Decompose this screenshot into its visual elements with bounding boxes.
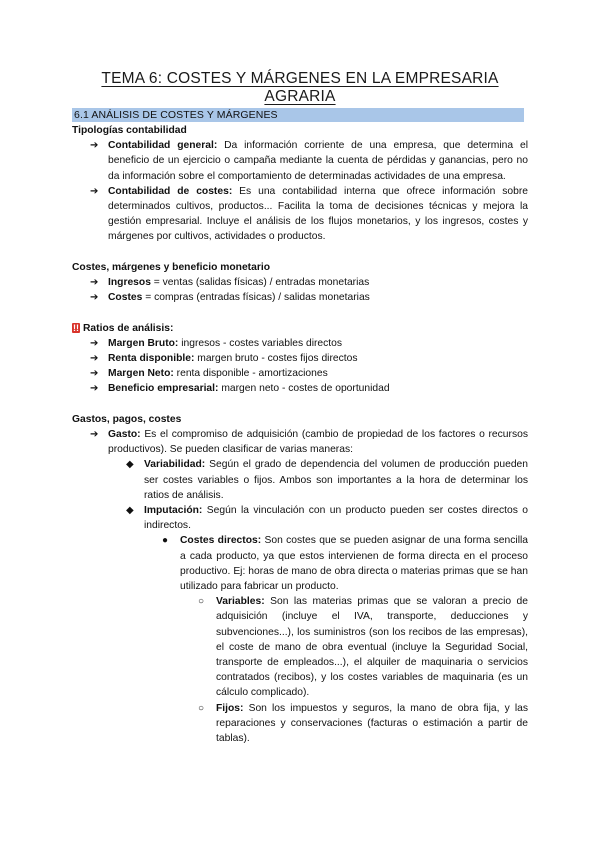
term-label: Variabilidad: — [144, 459, 206, 471]
list-item — [72, 533, 528, 594]
item-text: margen bruto - costes fijos directos — [194, 353, 358, 365]
term-label: Margen Bruto: — [108, 337, 179, 349]
list-item — [72, 366, 528, 381]
arrow-icon: ➔ — [90, 292, 99, 304]
dot-icon: ● — [162, 535, 169, 547]
item-text: = ventas (salidas físicas) / entradas monetarias — [150, 277, 370, 289]
diamond-icon: ◆ — [126, 459, 134, 471]
term-label: Contabilidad de costes: — [108, 185, 233, 197]
arrow-icon: ➔ — [90, 185, 99, 197]
item-text: Según la vinculación con un producto pueden ser costes directos o indirectos. — [144, 505, 528, 532]
term-label: Gasto: — [108, 429, 141, 441]
item-text: Son los impuestos y seguros, la mano de obra fija, y las reparaciones y conservaciones (facturas o estimación a partir de tablas). — [216, 702, 528, 745]
heading-tipologias: Tipologías contabilidad — [72, 125, 187, 136]
list-item — [72, 184, 528, 245]
list-item — [72, 503, 528, 533]
arrow-icon: ➔ — [90, 337, 99, 349]
heading-gastos: Gastos, pagos, costes — [72, 413, 182, 425]
heading-text: Ratios de análisis: — [83, 322, 174, 334]
item-text: Da información corriente de una empresa, que determina el beneficio de un ejercicio o campaña mediante la cuenta de pérdidas y ganancias, pero no da información sobre el comportamiento de determinadas actividades de una empresa. — [108, 140, 528, 182]
term-label: Costes directos: — [180, 535, 262, 547]
list-item — [72, 594, 528, 700]
circle-icon: ○ — [198, 702, 205, 714]
term-label: Contabilidad general: — [108, 140, 218, 152]
item-text: renta disponible - amortizaciones — [173, 368, 328, 380]
list-item — [72, 457, 528, 503]
section-heading: 6.1 ANÁLISIS DE COSTES Y MÁRGENES — [72, 108, 524, 122]
list-item — [72, 381, 528, 396]
term-label: Fijos: — [216, 702, 244, 714]
term-label: Renta disponible: — [108, 353, 195, 365]
item-text: ingresos - costes variables directos — [178, 337, 343, 349]
heading-costes-margenes: Costes, márgenes y beneficio monetario — [72, 261, 270, 273]
term-label: Costes — [108, 292, 143, 304]
item-text: Según el grado de dependencia del volumen de producción pueden ser costes variables o fijos. Ambos son importantes a la hora de determinar los ratios de análisis. — [144, 459, 528, 501]
item-text: Son costes que se pueden asignar de una forma sencilla a cada producto, ya que estos intervienen de forma directa en el proceso productivo. Ej: horas de mano de obra directa o materias primas que se han utilizado para fabricar un producto. — [180, 535, 528, 593]
arrow-icon: ➔ — [90, 429, 99, 441]
diamond-icon: ◆ — [126, 505, 134, 517]
circle-icon: ○ — [198, 596, 205, 608]
term-label: Ingresos — [108, 277, 151, 289]
arrow-icon: ➔ — [90, 277, 99, 289]
item-text: = compras (entradas físicas) / salidas monetarias — [142, 292, 370, 304]
list-item — [72, 701, 528, 747]
list-item — [72, 336, 528, 351]
arrow-icon: ➔ — [90, 353, 99, 365]
page-title: TEMA 6: COSTES Y MÁRGENES EN LA EMPRESARIA AGRARIA — [101, 70, 499, 105]
item-text: Es una contabilidad interna que ofrece información sobre determinados cultivos, productos... Facilita la toma de decisiones técnicas y mejora la gestión empresarial. Incluye el análisis de los flujos monetarios, y los ingresos, costes y márgenes por cultivos, actividades o productos. — [108, 185, 528, 243]
term-label: Imputación: — [144, 505, 203, 517]
arrow-icon: ➔ — [90, 383, 99, 395]
term-label: Beneficio empresarial: — [108, 383, 219, 395]
list-item — [72, 351, 528, 366]
list-item — [72, 275, 528, 290]
list-item — [72, 427, 528, 457]
heading-ratios — [72, 321, 528, 336]
list-item — [72, 290, 528, 305]
list-item — [72, 138, 528, 184]
arrow-icon: ➔ — [90, 140, 99, 152]
document-body — [72, 123, 528, 746]
term-label: Margen Neto: — [108, 368, 174, 380]
item-text: margen neto - costes de oportunidad — [218, 383, 390, 395]
warning-icon: !! — [73, 322, 79, 333]
arrow-icon: ➔ — [90, 368, 99, 380]
item-text: Son las materias primas que se valoran a precio de adquisición (incluye el IVA, transporte, deducciones y subvenciones...), los suministros (son los recibos de las empresas), el coste de mano de obra eventual (incluye la Seguridad Social, transporte de empleados...), el alquiler de maquinaria o servicios contratados (recibos), y los costes variables de maquinaria (es un cálculo complicado). — [216, 596, 528, 699]
item-text: Es el compromiso de adquisición (cambio de propiedad de los factores o recursos productivos). Se pueden clasificar de varias maneras: — [108, 429, 528, 456]
term-label: Variables: — [216, 596, 265, 608]
